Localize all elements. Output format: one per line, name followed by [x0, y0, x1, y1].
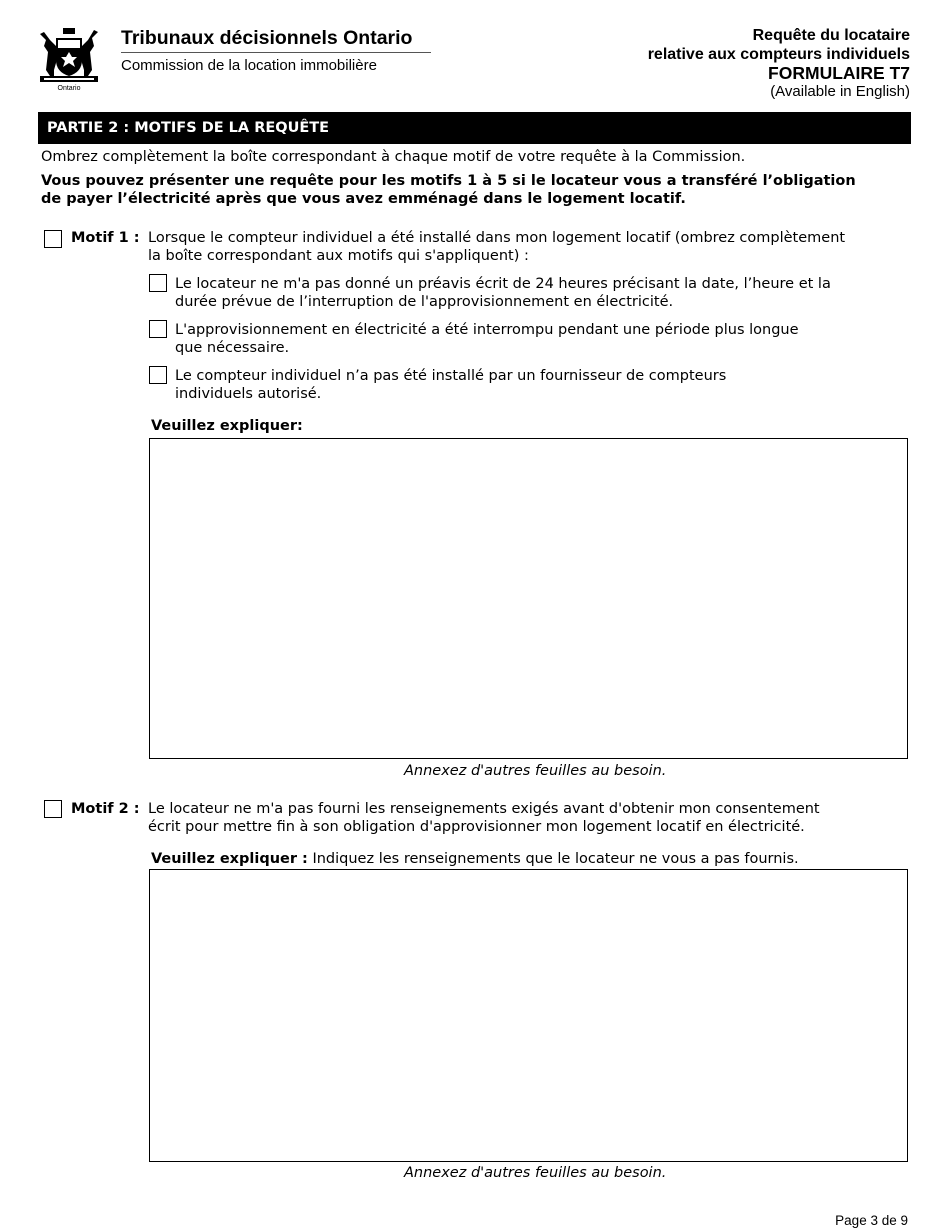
- motif1-explanation-textarea[interactable]: [149, 438, 908, 759]
- language-note: (Available in English): [770, 83, 910, 100]
- motif2-text-line1: Le locateur ne m'a pas fourni les renseignements exigés avant d'obtenir mon consentement: [148, 801, 820, 817]
- motif2-explain-row: [151, 850, 799, 869]
- motif2-explain-label: Veuillez expliquer :: [151, 851, 308, 867]
- org-title-divider: [121, 52, 431, 53]
- logo-caption: Ontario: [57, 85, 81, 92]
- section-title-bar: PARTIE 2 : MOTIFS DE LA REQUÊTE: [38, 112, 911, 144]
- motif1-explain-label: Veuillez expliquer:: [151, 418, 303, 434]
- section-eligibility-line1: Vous pouvez présenter une requête pour les motifs 1 à 5 si le locateur vous a transféré l’obligation: [41, 173, 856, 189]
- motif1-attach-note: Annexez d'autres feuilles au besoin.: [404, 763, 667, 779]
- motif1-checkbox[interactable]: [44, 230, 62, 248]
- motif1-label: Motif 1 :: [71, 230, 140, 246]
- motif1-option1-checkbox[interactable]: [149, 274, 167, 292]
- motif2-explanation-textarea[interactable]: [149, 869, 908, 1162]
- org-subtitle: Commission de la location immobilière: [121, 57, 377, 74]
- form-title-line1: Requête du locataire: [752, 27, 910, 44]
- motif1-option2-checkbox[interactable]: [149, 320, 167, 338]
- motif1-option3-checkbox[interactable]: [149, 366, 167, 384]
- motif1-text-line1: Lorsque le compteur individuel a été installé dans mon logement locatif (ombrez complètement: [148, 230, 846, 246]
- section-eligibility-line2: de payer l’électricité après que vous avez emménagé dans le logement locatif.: [41, 191, 686, 207]
- motif2-explain-hint: Indiquez les renseignements que le locateur ne vous a pas fournis.: [307, 851, 799, 867]
- org-title: Tribunaux décisionnels Ontario: [121, 27, 413, 49]
- motif1-option3-line2: individuels autorisé.: [175, 386, 322, 402]
- motif1-option2-line2: que nécessaire.: [175, 340, 290, 356]
- form-number: FORMULAIRE T7: [768, 63, 910, 83]
- motif1-option3-line1: Le compteur individuel n’a pas été installé par un fournisseur de compteurs: [175, 368, 727, 384]
- motif1-text-line2: la boîte correspondant aux motifs qui s'appliquent) :: [148, 248, 529, 264]
- form-header: [648, 26, 910, 100]
- motif2-checkbox[interactable]: [44, 800, 62, 818]
- motif1-option2-line1: L'approvisionnement en électricité a été interrompu pendant une période plus longue: [175, 322, 799, 338]
- form-title-line2: relative aux compteurs individuels: [647, 46, 910, 63]
- motif2-label: Motif 2 :: [71, 801, 140, 817]
- ontario-coat-of-arms-logo: [36, 26, 102, 92]
- section-instruction: Ombrez complètement la boîte correspondant à chaque motif de votre requête à la Commission.: [41, 149, 746, 165]
- motif2-text-line2: écrit pour mettre fin à son obligation d'approvisionner mon logement locatif en électricité.: [148, 819, 805, 835]
- motif1-option1-line2: durée prévue de l’interruption de l'approvisionnement en électricité.: [175, 294, 674, 310]
- motif1-option1-line1: Le locateur ne m'a pas donné un préavis écrit de 24 heures précisant la date, l’heure et la: [175, 276, 831, 292]
- page-number: Page 3 de 9: [835, 1213, 908, 1228]
- motif2-attach-note: Annexez d'autres feuilles au besoin.: [404, 1165, 667, 1181]
